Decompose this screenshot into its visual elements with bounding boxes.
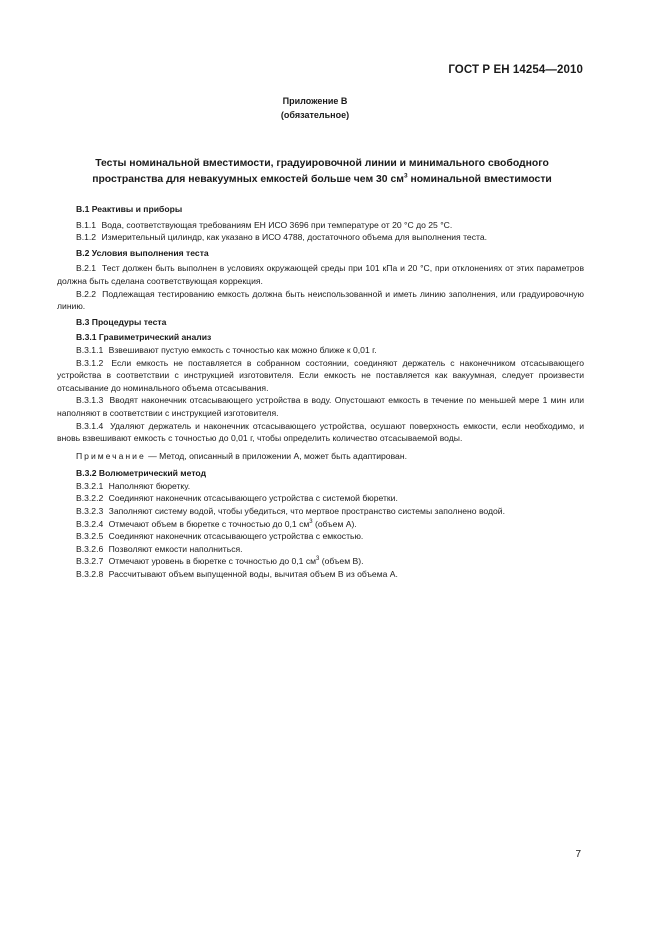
standard-code: ГОСТ Р ЕН 14254—2010 <box>448 64 583 76</box>
document-body <box>57 203 584 581</box>
clause-b-3-1-3: В.3.1.3 Вводят наконечник отсасывающего устройства в воду. Опустошают емкость в течение по меньшей мере 1 мин или наполняют в соответствии с инструкцией изготовителя. <box>57 395 585 418</box>
clause-b-3-1-1: В.3.1.1 Взвешивают пустую емкость с точностью как можно ближе к 0,01 г. <box>76 344 377 355</box>
clause-b-2-1: В.2.1 Тест должен быть выполнен в условиях окружающей среды при 101 кПа и 20 °С, при отклонениях от этих параметров должна быть сделана соответствующая коррекция. <box>57 263 585 286</box>
annex-heading <box>0 95 630 122</box>
title-line-1: Тесты номинальной вместимости, градуировочной линии и минимального свободного <box>95 158 549 169</box>
section-b3-heading: В.3 Процедуры теста <box>76 316 167 327</box>
clause-b-3-2-6: В.3.2.6 Позволяют емкости наполниться. <box>76 543 243 554</box>
clause-b-1-1: В.1.1 Вода, соответствующая требованиям ЕН ИСО 3696 при температуре от 20 °С до 25 °С. <box>76 219 453 230</box>
clause-b-2-2: В.2.2 Подлежащая тестированию емкость должна быть неиспользованной и иметь линию заполнения, или градуировочную линию. <box>57 288 584 312</box>
subsection-gravimetric-heading: В.3.1 Гравиметрический анализ <box>76 332 212 343</box>
page-number: 7 <box>575 849 581 860</box>
note-label: Примечание <box>76 450 146 461</box>
clause-b-3-1-2: В.3.1.2 Если емкость не поставляется в собранном состоянии, соединяют держатель с наконечником отсасывающего устройства в соответствии с инструкцией изготовителя. Если емкость не поставляется как вакуумная, следует произвести отсасывание до номинального объема отсасывания. <box>57 357 584 393</box>
subsection-volumetric-heading: В.3.2 Волюметрический метод <box>76 468 207 479</box>
clause-b-3-2-5: В.3.2.5 Соединяют наконечник отсасывающего устройства с емкостью. <box>76 531 364 542</box>
clause-b-3-2-1: В.3.2.1 Наполняют бюретку. <box>76 480 191 491</box>
title-line-2: пространства для невакуумных емкостей больше чем 30 $см^3$ номинальной вместимости <box>92 172 552 185</box>
clause-b-3-2-3: В.3.2.3 Заполняют систему водой, чтобы убедиться, что мертвое пространство системы заполнено водой. <box>76 506 505 517</box>
clause-b-3-2-2: В.3.2.2 Соединяют наконечник отсасывающего устройства с системой бюретки. <box>76 493 398 504</box>
clause-b-1-2: В.1.2 Измерительный цилиндр, как указано в ИСО 4788, достаточного объема для выполнения теста. <box>76 232 488 243</box>
annex-main-title <box>52 156 592 187</box>
annex-status: (обязательное) <box>280 109 350 120</box>
clause-b-3-2-4: В.3.2.4 Отмечают объем в бюретке с точностью до 0,1 $см^3$ (объем А). <box>76 518 357 529</box>
clause-b-3-2-8: В.3.2.8 Рассчитывают объем выпущенной воды, вычитая объем В из объема А. <box>76 569 398 580</box>
note: Примечание — Метод, описанный в приложении А, может быть адаптирован. <box>76 450 407 461</box>
clause-b-3-1-4: В.3.1.4 Удаляют держатель и наконечник отсасывающего устройства, осушают поверхность емкости, если необходимо, и вновь взвешивают емкость с точностью до 0,01 г, чтобы определить количество отсасываемой воды. <box>57 420 585 444</box>
clause-b-3-2-7: В.3.2.7 Отмечают уровень в бюретке с точностью до 0,1 $см^3$ (объем В). <box>76 556 364 567</box>
annex-title: Приложение В <box>282 96 348 106</box>
section-b1-heading: В.1 Реактивы и приборы <box>76 204 183 214</box>
section-b2-heading: В.2 Условия выполнения теста <box>76 247 209 258</box>
